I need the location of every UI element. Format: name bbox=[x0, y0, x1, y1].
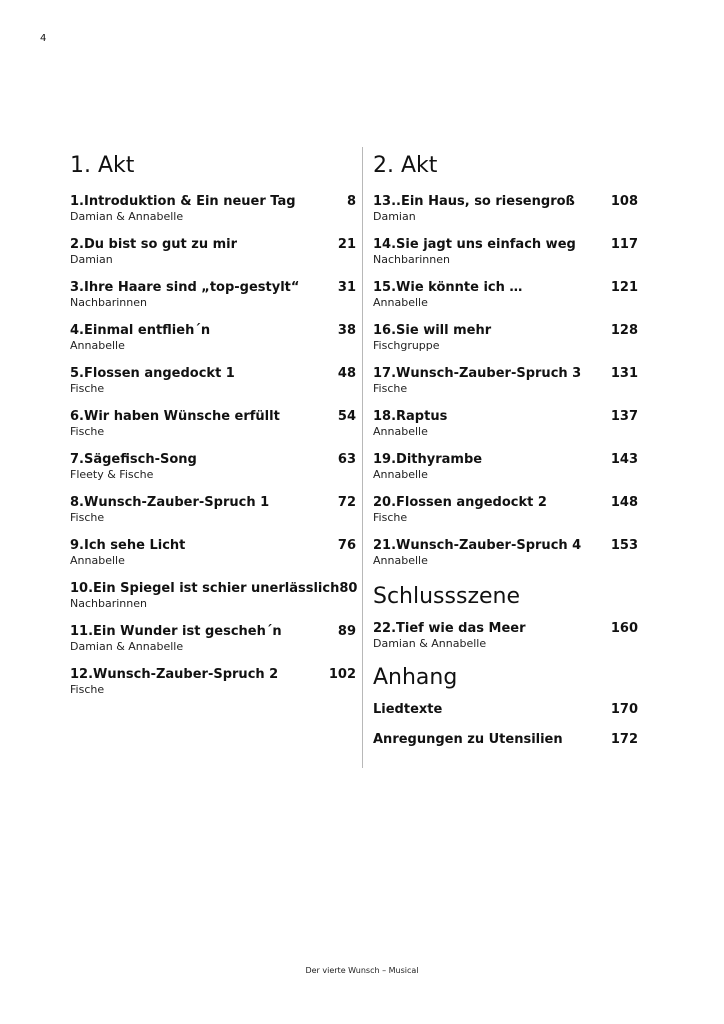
toc-entry-title: 14.Sie jagt uns einfach weg bbox=[373, 237, 576, 252]
toc-entry-performers: Nachbarinnen bbox=[70, 296, 147, 309]
toc-entry[interactable] bbox=[373, 732, 638, 762]
schluss-section bbox=[373, 581, 638, 664]
toc-entry-title: 10.Ein Spiegel ist schier unerlässlich bbox=[70, 581, 340, 596]
toc-entry-performers: Nachbarinnen bbox=[373, 253, 450, 266]
toc-entry-head bbox=[373, 452, 638, 468]
toc-entry[interactable] bbox=[70, 581, 356, 624]
toc-entry-title: 4.Einmal entflieh´n bbox=[70, 323, 211, 338]
schluss-list bbox=[373, 621, 638, 664]
toc-entry-performers: Annabelle bbox=[70, 554, 125, 567]
toc-entry-page-number: 153 bbox=[610, 538, 638, 553]
toc-entry[interactable] bbox=[70, 495, 356, 538]
toc-entry[interactable] bbox=[70, 667, 356, 710]
toc-entry-head bbox=[373, 237, 638, 253]
toc-entry[interactable] bbox=[373, 702, 638, 732]
act1-title: 1. Akt bbox=[70, 153, 135, 178]
toc-entry-title: 5.Flossen angedockt 1 bbox=[70, 366, 235, 381]
toc-entry-head bbox=[373, 409, 638, 425]
toc-entry-page-number: 80 bbox=[339, 581, 358, 596]
toc-entry-performers: Damian bbox=[373, 210, 416, 223]
toc-entry-performers: Damian & Annabelle bbox=[70, 210, 184, 223]
toc-entry-head bbox=[373, 495, 638, 511]
toc-entry-head bbox=[373, 194, 638, 210]
toc-entry-page-number: 102 bbox=[328, 667, 356, 682]
toc-entry-performers: Damian & Annabelle bbox=[373, 637, 487, 650]
toc-entry-performers: Annabelle bbox=[70, 339, 125, 352]
toc-entry-page-number: 38 bbox=[337, 323, 356, 338]
toc-entry[interactable] bbox=[373, 280, 638, 323]
toc-entry-title: 20.Flossen angedockt 2 bbox=[373, 495, 547, 510]
act1-list bbox=[70, 194, 356, 710]
toc-entry-head bbox=[70, 194, 356, 210]
toc-entry-page-number: 170 bbox=[610, 702, 638, 717]
toc-entry-page-number: 108 bbox=[610, 194, 638, 209]
toc-entry-title: 21.Wunsch-Zauber-Spruch 4 bbox=[373, 538, 582, 553]
toc-entry-head bbox=[70, 538, 356, 554]
toc-entry[interactable] bbox=[70, 538, 356, 581]
act2-list bbox=[373, 194, 638, 581]
toc-entry-performers: Fleety & Fische bbox=[70, 468, 154, 481]
toc-entry-head bbox=[70, 452, 356, 468]
toc-entry-head bbox=[70, 366, 356, 382]
toc-entry[interactable] bbox=[70, 452, 356, 495]
toc-entry-title: 13..Ein Haus, so riesengroß bbox=[373, 194, 575, 209]
toc-entry[interactable] bbox=[70, 624, 356, 667]
toc-entry-page-number: 76 bbox=[337, 538, 356, 553]
toc-entry-performers: Fische bbox=[373, 382, 408, 395]
toc-entry[interactable] bbox=[70, 194, 356, 237]
toc-entry-head bbox=[373, 702, 638, 718]
toc-entry-performers: Annabelle bbox=[373, 468, 428, 481]
toc-entry[interactable] bbox=[70, 323, 356, 366]
toc-entry-head bbox=[70, 237, 356, 253]
toc-entry-performers: Annabelle bbox=[373, 554, 428, 567]
toc-entry[interactable] bbox=[373, 366, 638, 409]
toc-entry-page-number: 143 bbox=[610, 452, 638, 467]
toc-entry-title: 17.Wunsch-Zauber-Spruch 3 bbox=[373, 366, 582, 381]
toc-entry-page-number: 72 bbox=[337, 495, 356, 510]
toc-entry-performers: Fische bbox=[70, 425, 105, 438]
toc-entry-title: 6.Wir haben Wünsche erfüllt bbox=[70, 409, 280, 424]
toc-entry-head bbox=[70, 667, 356, 683]
toc-entry-page-number: 160 bbox=[610, 621, 638, 636]
toc-entry-title: 16.Sie will mehr bbox=[373, 323, 492, 338]
toc-entry-page-number: 128 bbox=[610, 323, 638, 338]
toc-entry-title: Anregungen zu Utensilien bbox=[373, 732, 563, 747]
toc-entry[interactable] bbox=[373, 452, 638, 495]
toc-entry-page-number: 148 bbox=[610, 495, 638, 510]
toc-entry-head bbox=[70, 323, 356, 339]
toc-entry[interactable] bbox=[373, 323, 638, 366]
toc-entry-page-number: 54 bbox=[337, 409, 356, 424]
toc-entry[interactable] bbox=[373, 538, 638, 581]
toc-entry-performers: Damian bbox=[70, 253, 113, 266]
toc-entry-title: 9.Ich sehe Licht bbox=[70, 538, 186, 553]
toc-entry-title: 18.Raptus bbox=[373, 409, 448, 424]
toc-entry-head bbox=[373, 538, 638, 554]
toc-entry-page-number: 131 bbox=[610, 366, 638, 381]
toc-entry-performers: Fischgruppe bbox=[373, 339, 440, 352]
toc-entry-title: 15.Wie könnte ich … bbox=[373, 280, 523, 295]
toc-entry-performers: Fische bbox=[373, 511, 408, 524]
toc-entry-performers: Annabelle bbox=[373, 296, 428, 309]
toc-entry-title: 2.Du bist so gut zu mir bbox=[70, 237, 238, 252]
toc-entry[interactable] bbox=[70, 280, 356, 323]
toc-entry-page-number: 48 bbox=[337, 366, 356, 381]
toc-entry-head bbox=[70, 409, 356, 425]
toc-entry-head bbox=[373, 323, 638, 339]
footer: Der vierte Wunsch – Musical bbox=[305, 966, 419, 975]
toc-entry-head bbox=[70, 495, 356, 511]
toc-entry-title: 12.Wunsch-Zauber-Spruch 2 bbox=[70, 667, 279, 682]
toc-entry[interactable] bbox=[373, 409, 638, 452]
toc-entry-title: 1.Introduktion & Ein neuer Tag bbox=[70, 194, 296, 209]
toc-entry-performers: Fische bbox=[70, 683, 105, 696]
toc-entry-head bbox=[70, 280, 356, 296]
toc-entry[interactable] bbox=[373, 621, 638, 664]
toc-entry-performers: Fische bbox=[70, 382, 105, 395]
act2-column bbox=[373, 152, 638, 762]
toc-entry-page-number: 172 bbox=[610, 732, 638, 747]
act1-column bbox=[70, 152, 356, 710]
toc-entry-title: 22.Tief wie das Meer bbox=[373, 621, 526, 636]
toc-entry-page-number: 8 bbox=[346, 194, 356, 209]
toc-entry-title: 3.Ihre Haare sind „top-gestylt“ bbox=[70, 280, 300, 295]
toc-entry-page-number: 89 bbox=[337, 624, 356, 639]
toc-entry-page-number: 31 bbox=[337, 280, 356, 295]
anhang-section bbox=[373, 664, 638, 762]
toc-entry-title: 7.Sägefisch-Song bbox=[70, 452, 197, 467]
toc-entry-head bbox=[373, 621, 638, 637]
act2-title: 2. Akt bbox=[373, 153, 438, 178]
toc-entry-head bbox=[373, 732, 638, 748]
toc-entry-title: 19.Dithyrambe bbox=[373, 452, 483, 467]
anhang-title: Anhang bbox=[373, 665, 458, 690]
toc-entry-page-number: 21 bbox=[337, 237, 356, 252]
toc-entry[interactable] bbox=[373, 237, 638, 280]
toc-entry[interactable] bbox=[70, 409, 356, 452]
toc-entry-performers: Fische bbox=[70, 511, 105, 524]
toc-entry[interactable] bbox=[373, 194, 638, 237]
toc-entry-page-number: 121 bbox=[610, 280, 638, 295]
column-divider bbox=[362, 147, 363, 768]
toc-entry-performers: Nachbarinnen bbox=[70, 597, 147, 610]
toc-entry-performers: Damian & Annabelle bbox=[70, 640, 184, 653]
toc-entry-page-number: 137 bbox=[610, 409, 638, 424]
toc-entry-head bbox=[70, 624, 356, 640]
page-number: 4 bbox=[40, 33, 47, 44]
toc-entry-performers: Annabelle bbox=[373, 425, 428, 438]
toc-entry[interactable] bbox=[373, 495, 638, 538]
toc-entry-page-number: 117 bbox=[610, 237, 638, 252]
schluss-title: Schlussszene bbox=[373, 584, 521, 609]
anhang-list bbox=[373, 702, 638, 762]
toc-entry[interactable] bbox=[70, 237, 356, 280]
toc-entry-head bbox=[70, 581, 356, 597]
toc-entry-head bbox=[373, 366, 638, 382]
toc-entry-head bbox=[373, 280, 638, 296]
toc-entry[interactable] bbox=[70, 366, 356, 409]
toc-entry-page-number: 63 bbox=[337, 452, 356, 467]
toc-entry-title: 11.Ein Wunder ist gescheh´n bbox=[70, 624, 282, 639]
toc-entry-title: 8.Wunsch-Zauber-Spruch 1 bbox=[70, 495, 270, 510]
toc-entry-title: Liedtexte bbox=[373, 702, 443, 717]
